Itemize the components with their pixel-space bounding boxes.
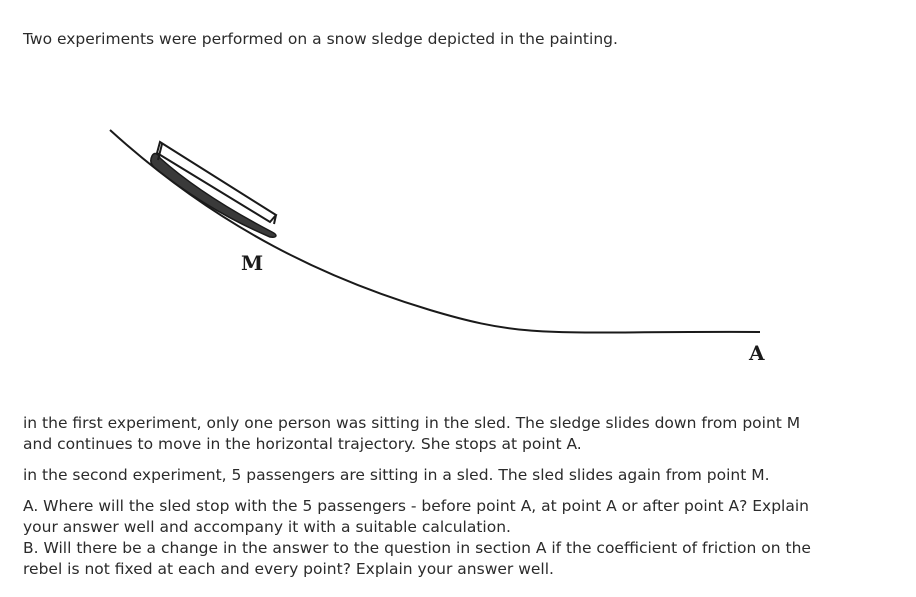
- intro-text: Two experiments were performed on a snow sledge depicted in the painting.: [23, 30, 618, 48]
- label-point-m: M: [241, 251, 264, 275]
- experiment-one-line2: and continues to move in the horizontal trajectory. She stops at point A.: [23, 435, 582, 453]
- question-b-line2: rebel is not fixed at each and every point? Explain your answer well.: [23, 560, 554, 578]
- experiment-one-paragraph: [23, 413, 883, 455]
- slope-diagram: [100, 120, 780, 380]
- slope-curve: [110, 130, 760, 333]
- question-a-line1: A. Where will the sled stop with the 5 passengers - before point A, at point A or after point A? Explain: [23, 497, 809, 515]
- label-point-a: A: [749, 341, 765, 365]
- questions-block: [23, 496, 883, 580]
- question-a-line2: your answer well and accompany it with a suitable calculation.: [23, 518, 511, 536]
- question-b-line1: B. Will there be a change in the answer to the question in section A if the coefficient of friction on the: [23, 539, 811, 557]
- experiment-two-paragraph: in the second experiment, 5 passengers are sitting in a sled. The sled slides again from point M.: [23, 466, 770, 484]
- sled-runner: [151, 154, 276, 238]
- experiment-one-line1: in the first experiment, only one person was sitting in the sled. The sledge slides down from point M: [23, 414, 801, 432]
- sled-slope-figure: [100, 120, 780, 380]
